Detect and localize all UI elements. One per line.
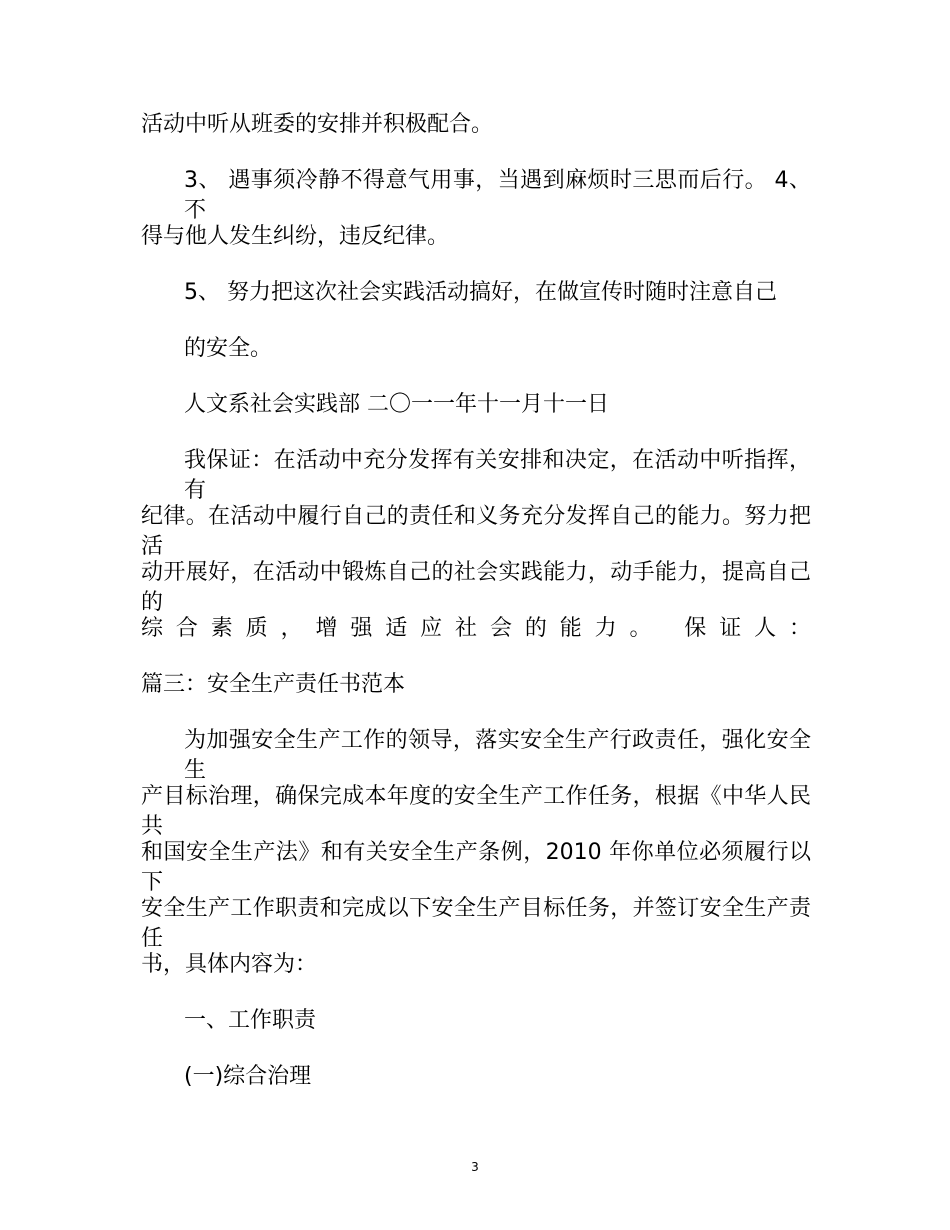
text-line: 动开展好，在活动中锻炼自己的社会实践能力，动手能力，提高自己 的 — [141, 560, 811, 615]
page-number: 3 — [471, 1160, 479, 1174]
text-line: 书，具体内容为： — [141, 952, 318, 977]
text-line: 纪律。在活动中履行自己的责任和义务充分发挥自己的能力。努力把活 — [141, 504, 811, 559]
text-line: 综合素质，增强适应社会的能力。 保证人： — [141, 616, 811, 641]
text-line: 安全生产工作职责和完成以下安全生产目标任务，并签订安全生产责任 — [141, 896, 811, 951]
text-line: 为加强安全生产工作的领导，落实安全生产行政责任，强化安全生 — [184, 728, 811, 783]
text-line: 5、 努力把这次社会实践活动搞好，在做宣传时随时注意自己 — [184, 280, 777, 305]
text-line: 产目标治理，确保完成本年度的安全生产工作任务，根据《中华人民共 — [141, 784, 811, 839]
subsection-heading: (一)综合治理 — [184, 1064, 312, 1089]
text-line: 和国安全生产法》和有关安全生产条例，2010 年你单位必须履行以下 — [141, 840, 811, 895]
section-heading: 篇三：安全生产责任书范本 — [141, 672, 406, 697]
text-line: 我保证：在活动中充分发挥有关安排和决定，在活动中听指挥，有 — [184, 448, 811, 503]
text-line: 得与他人发生纠纷，违反纪律。 — [141, 224, 450, 249]
subsection-heading: 一、工作职责 — [184, 1008, 317, 1033]
text-line: 3、 遇事须冷静不得意气用事，当遇到麻烦时三思而后行。 4、 不 — [184, 168, 811, 223]
signature-date-line: 人文系社会实践部 二〇一一年十一月十一日 — [184, 392, 609, 417]
text-line: 活动中听从班委的安排并积极配合。 — [141, 112, 494, 137]
text-line: 的安全。 — [184, 336, 273, 361]
